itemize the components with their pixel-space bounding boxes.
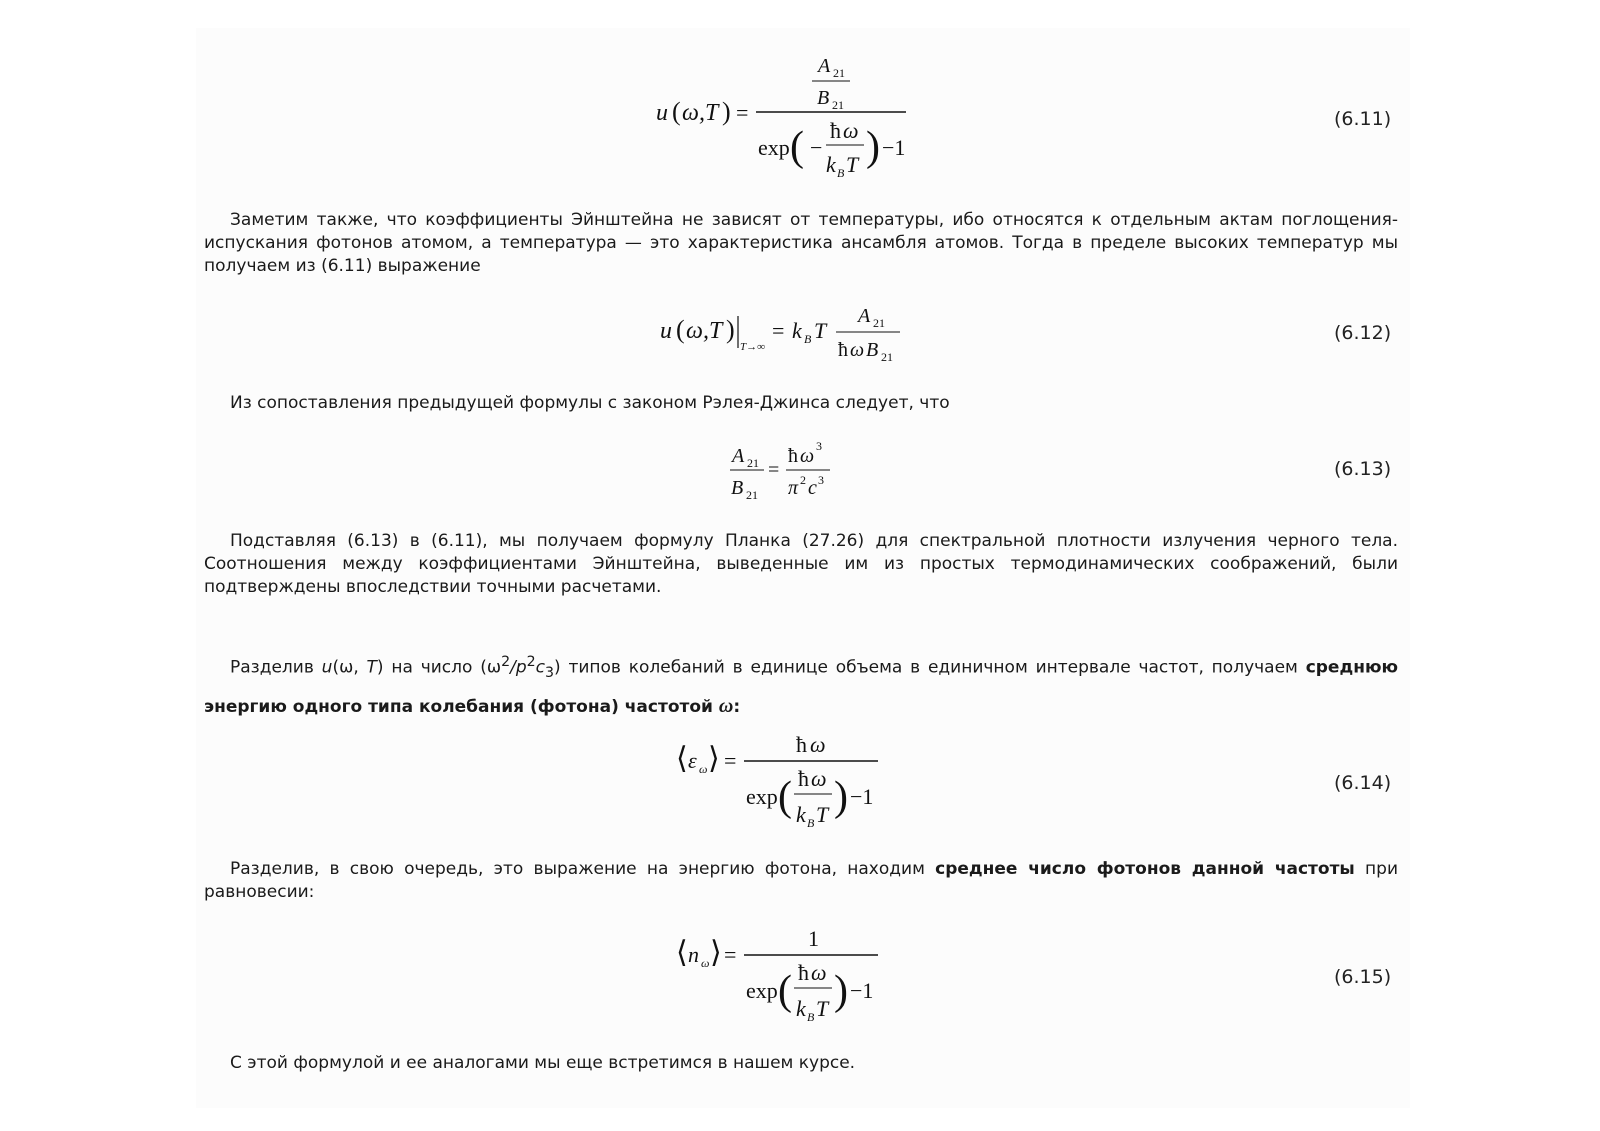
svg-text:u: u <box>660 318 672 344</box>
svg-text:(: ( <box>778 774 792 820</box>
svg-text:ħ: ħ <box>830 118 841 143</box>
svg-text:3: 3 <box>818 473 824 487</box>
bold-text: среднюю энергию одного типа колебания (фотона) частотой <box>204 657 1398 718</box>
equation-6-13 <box>726 434 846 504</box>
svg-text:T: T <box>846 152 859 177</box>
text-segment: Разделив, в свою очередь, это выражение на энергию фотона, находим <box>230 859 936 879</box>
svg-text:=: = <box>724 748 737 773</box>
paragraph-mean-energy <box>204 646 1398 724</box>
svg-text:k: k <box>796 996 806 1021</box>
svg-text:T: T <box>816 996 829 1021</box>
svg-text:−1: −1 <box>882 135 906 160</box>
paragraph-text: С этой формулой и ее аналогами мы еще встретимся в нашем курсе. <box>230 1053 856 1073</box>
svg-text:=: = <box>768 459 780 481</box>
svg-text:B: B <box>804 332 812 346</box>
svg-text:A: A <box>732 445 745 467</box>
svg-text:ω: ω <box>701 956 710 970</box>
svg-text:=: = <box>772 318 785 343</box>
svg-text:ω: ω <box>811 766 827 791</box>
svg-text:): ) <box>834 774 848 820</box>
equation-number-6-11: (6.11) <box>1334 108 1392 130</box>
subscript: 3 <box>545 665 555 682</box>
svg-text:−1: −1 <box>850 978 874 1003</box>
text-segment: (ω, <box>332 657 367 678</box>
svg-text:ω: ω <box>843 118 859 143</box>
svg-text:(: ( <box>676 315 685 344</box>
svg-text:): ) <box>722 97 731 126</box>
svg-text:21: 21 <box>881 350 893 364</box>
svg-text:): ) <box>834 968 848 1014</box>
svg-text:exp: exp <box>746 978 778 1003</box>
text-segment: ) на число (ω <box>376 657 502 678</box>
omega-symbol: ω <box>718 695 734 718</box>
svg-text:(: ( <box>790 124 804 170</box>
text-segment: : <box>733 697 741 718</box>
equation-number-6-14: (6.14) <box>1334 772 1392 794</box>
equation-number-6-12: (6.12) <box>1334 322 1392 344</box>
svg-text:21: 21 <box>746 488 758 502</box>
svg-text:⟩: ⟩ <box>708 742 720 775</box>
svg-text:A: A <box>858 305 871 327</box>
svg-text:B: B <box>807 1010 815 1024</box>
paragraph-text: Заметим также, что коэффициенты Эйнштейна не зависят от температуры, ибо относятся к отдельным актам поглощения-испускания фотонов атомом, а температура — это характеристика ансамбля атомов. Тогда в пределе высоких температур мы получаем из (6.11) выражение <box>204 210 1398 276</box>
svg-text:−: − <box>810 135 823 160</box>
svg-text:B: B <box>866 339 879 361</box>
svg-text:): ) <box>726 315 735 344</box>
svg-text:1: 1 <box>808 926 819 951</box>
svg-text:B: B <box>731 477 744 499</box>
equation-6-15 <box>672 922 892 1032</box>
text-segment: c <box>535 657 545 678</box>
svg-text:⟩: ⟩ <box>710 936 722 969</box>
text-segment: при равновесии: <box>204 859 1399 902</box>
svg-text:ħ: ħ <box>798 960 809 985</box>
svg-text:exp: exp <box>758 135 790 160</box>
svg-text:3: 3 <box>816 439 822 453</box>
svg-text:ω: ω <box>850 339 865 361</box>
svg-text:ω,T: ω,T <box>686 318 723 344</box>
superscript: 2 <box>501 654 511 670</box>
svg-text:exp: exp <box>746 784 778 809</box>
superscript: 2 <box>526 654 536 670</box>
svg-text:ε: ε <box>688 748 697 773</box>
svg-text:k: k <box>792 318 802 343</box>
svg-text:ω: ω <box>810 732 826 757</box>
svg-text:T: T <box>814 318 827 343</box>
bold-text: среднее число фотонов данной частоты <box>935 859 1355 879</box>
svg-text:21: 21 <box>832 98 844 112</box>
text-segment: /p <box>510 657 527 678</box>
svg-text:n: n <box>688 942 699 967</box>
paragraph-closing <box>204 1052 1398 1075</box>
paragraph-einstein-coefficients <box>204 209 1398 278</box>
svg-text:2: 2 <box>800 473 806 487</box>
svg-text:21: 21 <box>873 316 885 330</box>
svg-text:21: 21 <box>833 66 845 80</box>
equation-6-11 <box>650 48 920 188</box>
paragraph-rayleigh-jeans <box>204 392 1398 415</box>
svg-text:B: B <box>817 87 830 109</box>
text-T: T <box>366 657 377 678</box>
svg-text:u: u <box>656 100 668 126</box>
svg-text:ħ: ħ <box>788 445 798 467</box>
text-u: u <box>321 657 333 678</box>
svg-text:−1: −1 <box>850 784 874 809</box>
svg-text:=: = <box>736 100 749 125</box>
equation-number-6-13: (6.13) <box>1334 458 1392 480</box>
paragraph-text: Подставляя (6.13) в (6.11), мы получаем формулу Планка (27.26) для спектральной плотности излучения черного тела. Соотношения между коэффициентами Эйнштейна, выведенные им из простых термодинамических соображений, были подтверждены впоследствии точными расчетами. <box>204 531 1398 597</box>
svg-text:π: π <box>788 477 799 499</box>
svg-text:A: A <box>818 55 831 77</box>
text-segment: Разделив <box>230 657 322 678</box>
svg-text:ω: ω <box>800 445 815 467</box>
svg-text:(: ( <box>778 968 792 1014</box>
equation-number-6-15: (6.15) <box>1334 966 1392 988</box>
svg-text:=: = <box>724 942 737 967</box>
svg-text:(: ( <box>672 97 681 126</box>
svg-text:T: T <box>816 802 829 827</box>
svg-text:ħ: ħ <box>798 766 809 791</box>
svg-text:ħ: ħ <box>838 339 848 361</box>
svg-text:c: c <box>808 477 817 499</box>
svg-text:⟨: ⟨ <box>676 742 688 775</box>
text-segment: ) типов колебаний в единице объема в единичном интервале частот, получаем <box>554 657 1306 678</box>
svg-text:ω: ω <box>699 762 708 776</box>
svg-text:21: 21 <box>747 456 759 470</box>
svg-text:T→∞: T→∞ <box>740 341 765 353</box>
svg-text:B: B <box>837 166 845 180</box>
svg-text:ħ: ħ <box>796 732 807 757</box>
svg-text:ω: ω <box>811 960 827 985</box>
svg-text:): ) <box>866 124 880 170</box>
svg-text:ω,T: ω,T <box>682 100 719 126</box>
paragraph-text: Из сопоставления предыдущей формулы с законом Рэлея-Джинса следует, что <box>230 393 950 413</box>
svg-text:B: B <box>807 816 815 830</box>
svg-text:k: k <box>796 802 806 827</box>
svg-text:⟨: ⟨ <box>676 936 688 969</box>
paragraph-mean-photon-number <box>204 858 1398 904</box>
equation-6-12 <box>656 302 916 368</box>
svg-text:k: k <box>826 152 836 177</box>
paragraph-planck-formula <box>204 530 1398 599</box>
equation-6-14 <box>672 728 892 838</box>
